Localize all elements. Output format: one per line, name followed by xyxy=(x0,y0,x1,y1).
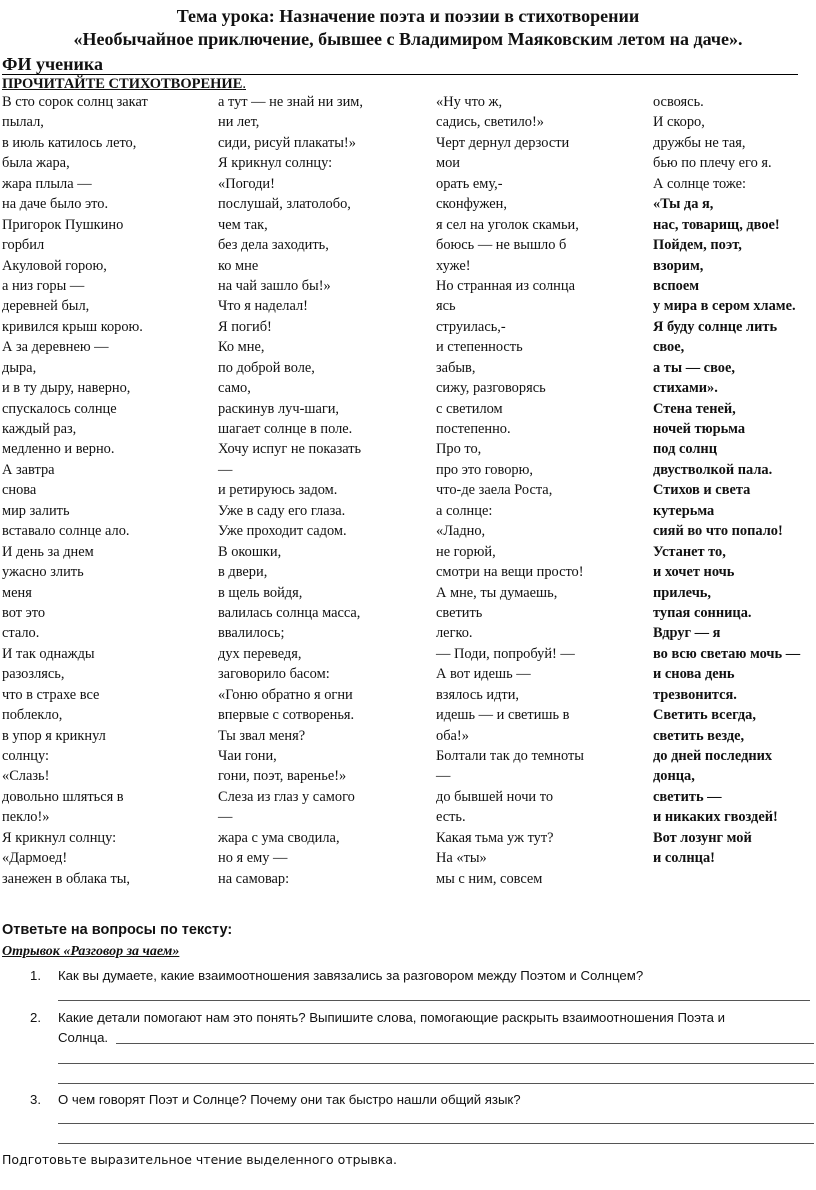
poem-line: в двери, xyxy=(218,564,268,581)
poem-line: в щель войдя, xyxy=(218,584,303,601)
poem-line: — xyxy=(218,461,233,478)
poem-line: я сел на уголок скамьи, xyxy=(436,216,579,233)
poem-line: на чай зашло бы!» xyxy=(218,277,331,294)
poem-line: жара плыла — xyxy=(2,175,92,192)
poem-line: Вот лозунг мой xyxy=(653,829,752,846)
poem-line: В сто сорок солнц закат xyxy=(2,94,148,110)
poem-line: до дней последних xyxy=(653,748,773,764)
poem-line: дружбы не тая, xyxy=(653,134,746,151)
poem-line: а ты — свое, xyxy=(653,359,735,376)
poem-line: стихами». xyxy=(653,380,718,397)
poem-line: Но странная из солнца xyxy=(436,277,575,294)
poem-column-4 xyxy=(653,92,800,869)
question-1-text: Как вы думаете, какие взаимоотношения завязались за разговором между Поэтом и Солнцем? xyxy=(58,968,644,983)
poem-line: А завтра xyxy=(2,461,55,478)
poem-line: «Ну что ж, xyxy=(436,94,503,110)
poem-line: есть. xyxy=(436,809,466,826)
poem-line: каждый раз, xyxy=(2,421,77,437)
poem-line: светить везде, xyxy=(653,727,745,744)
poem-line: тупая сонница. xyxy=(653,604,752,621)
poem-line: стало. xyxy=(2,625,40,642)
poem-line: шагает солнце в поле. xyxy=(218,421,353,437)
poem-line: светить xyxy=(436,604,483,621)
footer-instruction: Подготовьте выразительное чтение выделенного отрывка. xyxy=(2,1152,397,1167)
poem-line: — xyxy=(436,768,451,785)
answer-line[interactable] xyxy=(58,1063,814,1064)
poem-line: сконфужен, xyxy=(436,196,507,213)
poem-line: до бывшей ночи то xyxy=(436,788,554,805)
poem-line: мир залить xyxy=(2,502,70,519)
poem-line: ко мне xyxy=(218,257,259,274)
poem-line: и в ту дыру, наверно, xyxy=(2,380,131,397)
poem-line: орать ему,- xyxy=(436,175,503,192)
question-2-text-line2: Солнца. xyxy=(58,1030,109,1045)
poem-column-1 xyxy=(2,92,148,889)
poem-line: что в страхе все xyxy=(2,686,100,703)
poem-line: Чаи гони, xyxy=(218,748,277,764)
poem-line: Ты звал меня? xyxy=(218,727,306,744)
poem-line: горбил xyxy=(2,237,45,254)
poem-line: освоясь. xyxy=(653,94,704,110)
poem-line: пекло!» xyxy=(2,809,50,826)
read-instruction xyxy=(2,76,246,93)
poem-line: а солнце: xyxy=(436,502,493,519)
answer-line[interactable] xyxy=(58,1143,814,1144)
poem-line: Уже в саду его глаза. xyxy=(218,502,346,519)
poem-line: оба!» xyxy=(436,727,469,744)
read-instruction-punct: . xyxy=(242,76,246,92)
poem-line: сияй во что попало! xyxy=(653,523,783,540)
poem-line: на самовар: xyxy=(218,870,290,887)
question-2-number: 2. xyxy=(30,1010,41,1025)
poem-line: «Гоню обратно я огни xyxy=(218,686,353,703)
poem-line: в упор я крикнул xyxy=(2,727,106,744)
answer-line[interactable] xyxy=(116,1043,814,1044)
poem-line: и степенность xyxy=(436,339,523,356)
poem-line: Светить всегда, xyxy=(653,707,756,724)
poem-line: — Поди, попробуй! — xyxy=(436,645,575,662)
poem-line: Я погиб! xyxy=(218,318,272,335)
question-3-number: 3. xyxy=(30,1092,41,1107)
poem-line: по доброй воле, xyxy=(218,359,315,376)
poem-line: в июль катилось лето, xyxy=(2,134,137,151)
read-instruction-text: ПРОЧИТАЙТЕ СТИХОТВОРЕНИЕ xyxy=(2,76,243,92)
poem-title: «Необычайное приключение, бывшее с Владимиром Маяковским летом на даче». xyxy=(73,29,743,49)
poem-line: Я крикнул солнцу: xyxy=(218,155,333,172)
poem-line: сиди, рисуй плакаты!» xyxy=(218,134,356,151)
poem-line: под солнц xyxy=(653,441,717,458)
poem-line: постепенно. xyxy=(436,421,511,437)
poem-line: у мира в сером хламе. xyxy=(653,298,796,315)
question-3-text: О чем говорят Поэт и Солнце? Почему они так быстро нашли общий язык? xyxy=(58,1092,521,1107)
poem-line: дух переведя, xyxy=(218,645,302,662)
poem-line: — xyxy=(218,809,233,826)
poem-line: И так однажды xyxy=(2,645,95,662)
poem-line: с светилом xyxy=(436,400,503,417)
poem-line: Про то, xyxy=(436,441,482,458)
poem-line: А солнце тоже: xyxy=(653,175,747,192)
poem-line: И скоро, xyxy=(653,114,705,131)
poem-line: солнцу: xyxy=(2,748,49,764)
poem-column-2 xyxy=(218,92,363,889)
poem-line: во всю светаю мочь — xyxy=(653,645,801,662)
poem-line: про это говорю, xyxy=(436,461,533,478)
poem-line: ясь xyxy=(436,298,456,315)
poem-line: В окошки, xyxy=(218,543,282,560)
poem-line: довольно шляться в xyxy=(2,788,124,805)
poem-column-3 xyxy=(436,92,584,889)
poem-line: валилась солнца масса, xyxy=(218,604,361,621)
poem-line: жара с ума сводила, xyxy=(218,829,340,846)
poem-line: меня xyxy=(2,584,32,601)
poem-line: бью по плечу его я. xyxy=(653,155,772,172)
poem-line: пылал, xyxy=(2,114,44,131)
poem-line: деревней был, xyxy=(2,298,90,315)
poem-line: и никаких гвоздей! xyxy=(653,809,778,826)
poem-line: Стихов и света xyxy=(653,482,751,499)
poem-line: боюсь — не вышло б xyxy=(436,237,567,254)
poem-line: «Слазь! xyxy=(2,768,50,785)
poem-line: А вот идешь — xyxy=(436,666,531,683)
questions-heading: Ответьте на вопросы по тексту: xyxy=(2,922,233,938)
poem-line: и солнца! xyxy=(653,850,715,867)
poem-line: послушай, златолобо, xyxy=(218,196,351,213)
question-1-number: 1. xyxy=(30,968,41,983)
poem-line: что-де заела Роста, xyxy=(436,482,553,499)
poem-line: Какая тьма уж тут? xyxy=(436,829,554,846)
poem-line: не горюй, xyxy=(436,543,496,560)
poem-line: Вдруг — я xyxy=(653,625,721,642)
poem-line: А за деревнею — xyxy=(2,339,109,356)
poem-line: мы с ним, совсем xyxy=(436,870,543,887)
poem-line: но я ему — xyxy=(218,850,288,867)
poem-line: взялось идти, xyxy=(436,686,519,703)
poem-line: без дела заходить, xyxy=(218,237,329,254)
poem-line: вспоем xyxy=(653,277,700,294)
poem-line: Ко мне, xyxy=(218,339,265,356)
lesson-title: Тема урока: Назначение поэта и поэзии в стихотворении xyxy=(176,6,640,26)
poem-line: разозлясь, xyxy=(2,666,65,683)
poem-line: вот это xyxy=(2,604,46,621)
poem-line: хуже! xyxy=(436,257,471,274)
poem-line: ужасно злить xyxy=(2,564,84,581)
poem-line: мои xyxy=(436,155,461,172)
questions-subheading: Отрывок «Разговор за чаем» xyxy=(2,944,180,959)
poem-line: ночей тюрьма xyxy=(653,421,746,437)
poem-line: На «ты» xyxy=(436,850,487,867)
student-name-field[interactable] xyxy=(2,54,798,75)
poem-line: Акуловой горою, xyxy=(2,257,107,274)
poem-line: была жара, xyxy=(2,155,70,172)
student-name-label: ФИ ученика xyxy=(2,54,103,74)
poem-line: донца, xyxy=(653,768,695,785)
poem-line: двустволкой пала. xyxy=(653,461,773,478)
poem-line: Хочу испуг не показать xyxy=(218,441,362,458)
poem-line: гони, поэт, варенье!» xyxy=(218,768,347,785)
poem-line: ввалилось; xyxy=(218,625,285,642)
poem-line: сижу, разговорясь xyxy=(436,380,546,397)
poem-line: Болтали так до темноты xyxy=(436,748,584,764)
poem-line: кривился крыш корою. xyxy=(2,318,143,335)
question-2-text-line1: Какие детали помогают нам это понять? Выпишите слова, помогающие раскрыть взаимоотношения Поэта и xyxy=(58,1010,725,1025)
poem-line: занежен в облака ты, xyxy=(2,870,131,887)
poem-line: Стена теней, xyxy=(653,400,736,417)
poem-line: взорим, xyxy=(653,257,704,274)
poem-line: Пойдем, поэт, xyxy=(653,237,742,254)
poem-line: легко. xyxy=(436,625,473,642)
poem-line: струилась,- xyxy=(436,318,506,335)
poem-line: и ретируюсь задом. xyxy=(218,482,338,499)
poem-line: И день за днем xyxy=(2,543,94,560)
poem-line: чем так, xyxy=(218,216,268,233)
poem-line: свое, xyxy=(653,339,685,356)
poem-line: а тут — не знай ни зим, xyxy=(218,94,364,110)
poem-line: впервые с сотворенья. xyxy=(218,707,355,724)
poem-line: Черт дернул дерзости xyxy=(436,134,570,151)
poem-line: «Ты да я, xyxy=(653,196,714,213)
poem-line: дыра, xyxy=(2,359,37,376)
poem-line: нас, товарищ, двое! xyxy=(653,216,780,233)
poem-line: и хочет ночь xyxy=(653,564,735,581)
poem-line: вставало солнце ало. xyxy=(2,523,130,540)
poem-line: медленно и верно. xyxy=(2,441,115,458)
poem-line: Что я наделал! xyxy=(218,298,308,315)
poem-line: Я буду солнце лить xyxy=(653,318,778,335)
poem-line: а низ горы — xyxy=(2,277,85,294)
answer-line[interactable] xyxy=(58,1123,814,1124)
poem-line: раскинув луч-шаги, xyxy=(218,400,340,417)
poem-line: снова xyxy=(2,482,37,499)
poem-line: садись, светило!» xyxy=(436,114,544,131)
poem-line: кутерьма xyxy=(653,502,715,519)
poem-line: Я крикнул солнцу: xyxy=(2,829,117,846)
poem-line: идешь — и светишь в xyxy=(436,707,570,724)
poem-line: Пригорок Пушкино xyxy=(2,216,124,233)
poem-line: спускалось солнце xyxy=(2,400,117,417)
answer-line[interactable] xyxy=(58,1000,810,1001)
poem-line: Устанет то, xyxy=(653,543,726,560)
poem-line: светить — xyxy=(653,788,722,805)
poem-line: «Погоди! xyxy=(218,175,275,192)
poem-line: на даче было это. xyxy=(2,196,109,213)
poem-line: «Дармоед! xyxy=(2,850,68,867)
answer-line[interactable] xyxy=(58,1083,814,1084)
poem-line: прилечь, xyxy=(653,584,712,601)
poem-line: забыв, xyxy=(436,359,476,376)
poem-line: «Ладно, xyxy=(436,523,486,540)
poem-line: заговорило басом: xyxy=(218,666,330,683)
poem-line: ни лет, xyxy=(218,114,260,131)
poem-line: и снова день xyxy=(653,666,735,683)
poem-line: А мне, ты думаешь, xyxy=(436,584,558,601)
poem-line: Уже проходит садом. xyxy=(218,523,347,540)
poem-line: само, xyxy=(218,380,251,397)
poem-line: трезвонится. xyxy=(653,686,737,703)
poem-line: смотри на вещи просто! xyxy=(436,564,584,581)
poem-line: поблекло, xyxy=(2,707,63,724)
poem-line: Слеза из глаз у самого xyxy=(218,788,355,805)
